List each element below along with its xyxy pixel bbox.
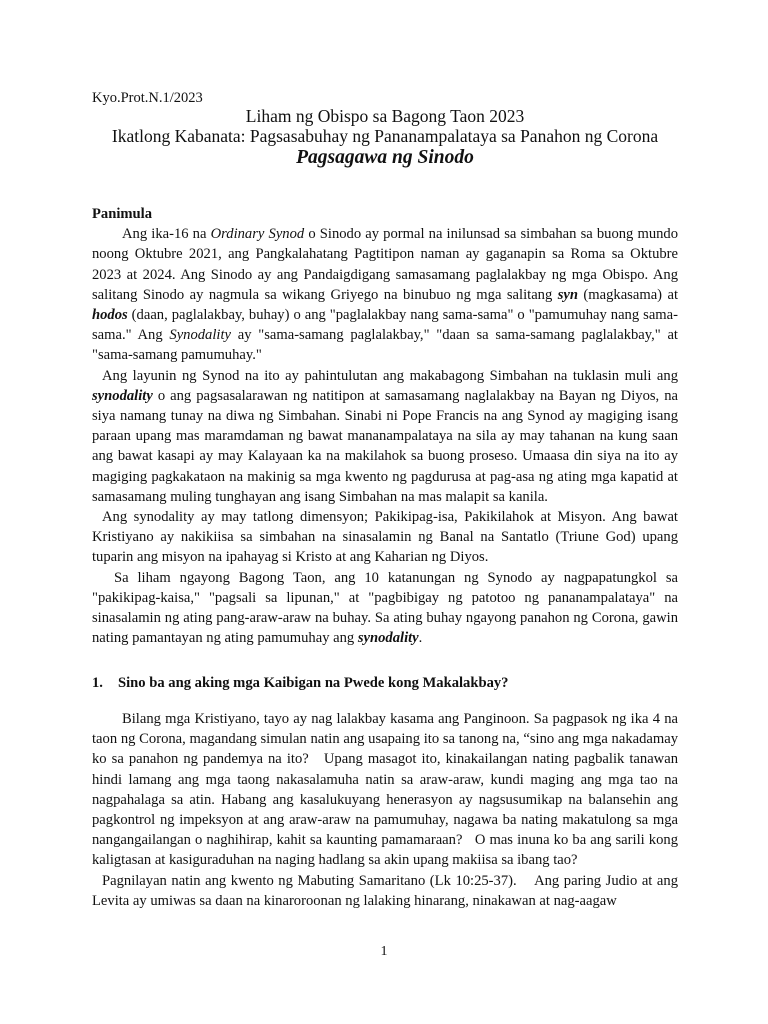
letter-title: Liham ng Obispo sa Bagong Taon 2023 <box>245 106 525 126</box>
intro-paragraph-2: Ang layunin ng Synod na ito ay pahintulutan ang makabagong Simbahan na tuklasin muli ang synodality o ang pagsasalarawan ng natitipon at samasamang naglalakbay na Bayan ng Diyos, na siya namang tunay na diwa ng Simbahan. Sinabi ni Pope Francis na ang Synod ay magiging isang paraan upang mas maramdaman ng bawat mananampalataya na sila ay may tahanan na kung saan ang bawat kasapi ay may Kalayaan ka na makilahok sa buong proseso. Umaasa din siya na ito ay magiging pagkakataon na makinig sa mga kwento ng pagdurusa at pag-asa ng ating mga kapatid at samasamang muling tunghayan ang isang Simbahan na mas malapit sa kanila. <box>92 367 678 505</box>
section-1-paragraph-1: Bilang mga Kristiyano, tayo ay nag lalakbay kasama ang Panginoon. Sa pagpasok ng ika 4 na taon ng Corona, magandang simulan natin ang usapaing ito sa tanong na, “sino ang mga nakadamay ko sa panahon ng pandemya na ito? Upang masagot ito, kinakailangan nating pagbalik tanawan hindi lamang ang mga taong nakasalamuha natin sa araw-araw, kundi maging ang mga tao na nagpahalaga sa atin. Habang ang kasalukuyang henerasyon ay nagsusumikap na balansehin ang pagkontrol ng impeksyon at ang araw-araw na pamumuhay, nagawa ba nating makatulong sa mga nangangailangan o naghihirap, kahit sa kaunting pamamaraan? O mas inuna ko ba ang sarili kong kaligtasan at kasiguraduhan na naging hadlang sa akin upang makiisa sa ibang tao? <box>92 711 678 869</box>
section-1-body <box>92 709 678 911</box>
reference-number: Kyo.Prot.N.1/2023 <box>92 90 203 106</box>
section-title: Sino ba ang aking mga Kaibigan na Pwede kong Makalakbay? <box>118 675 509 691</box>
italic-term: hodos <box>92 307 128 324</box>
intro-heading: Panimula <box>92 206 153 222</box>
italic-term: synodality <box>92 387 153 404</box>
intro-paragraph-4: Sa liham ngayong Bagong Taon, ang 10 katanungan ng Synodo ay nagpapatungkol sa "pakikipag-kaisa," "pagsali sa lipunan," at "pagbibigay ng patotoo ng pananampalataya" na sinasalamin ng ating pang-araw-araw na buhay. Sa ating buhay ngayong panahon ng Corona, gawin nating pamantayan ng ating pamumuhay ang synodality. <box>92 569 678 647</box>
italic-term: synodality <box>357 630 419 647</box>
section-1-heading <box>92 673 508 693</box>
section-1-paragraph-2: Pagnilayan natin ang kwento ng Mabuting Samaritano (Lk 10:25-37). Ang paring Judio at ang Levita ay umiwas sa daan na kinaroroonan ng lalaking hinarang, ninakawan at nag-aagaw <box>92 872 678 909</box>
page-number: 1 <box>380 944 388 959</box>
italic-term: Ordinary Synod <box>210 226 305 243</box>
title-block <box>70 106 700 170</box>
italic-term: Synodality <box>169 327 231 344</box>
chapter-title: Ikatlong Kabanata: Pagsasabuhay ng Pananampalataya sa Panahon ng Corona <box>111 126 659 146</box>
italic-term: syn <box>557 286 578 303</box>
intro-paragraph-3: Ang synodality ay may tatlong dimensyon; Pakikipag-isa, Pakikilahok at Misyon. Ang bawat Kristiyano ay nakikiisa sa simbahan na sinasalamin ng Banal na Santatlo (Triune God) upang tuparin ang misyon na ipahayag si Kristo at ang Kaharian ng Diyos. <box>92 509 678 566</box>
letter-subtitle: Pagsagawa ng Sinodo <box>296 147 474 168</box>
section-number: 1. <box>92 675 103 691</box>
intro-paragraph-1: Ang ika-16 na Ordinary Synod o Sinodo ay pormal na inilunsad sa simbahan sa buong mundo noong Oktubre 2021, ang Pangkalahatang Pagtitipon naman ay gaganapin sa Roma sa Oktubre 2023 at 2024. Ang Sinodo ay ang Pandaigdigang samasamang paglalakbay ng mga Obispo. Ang salitang Sinodo ay nagmula sa wikang Griyego na binubuo ng mga salitang syn (magkasama) at hodos (daan, paglalakbay, buhay) o ang "paglalakbay nang sama-sama" o "pamumuhay nang sama-sama." Ang Synodality ay "sama-samang paglalakbay," "daan sa sama-samang paglalakbay," at "sama-samang pamumuhay." <box>92 226 679 364</box>
intro-section <box>92 204 678 648</box>
